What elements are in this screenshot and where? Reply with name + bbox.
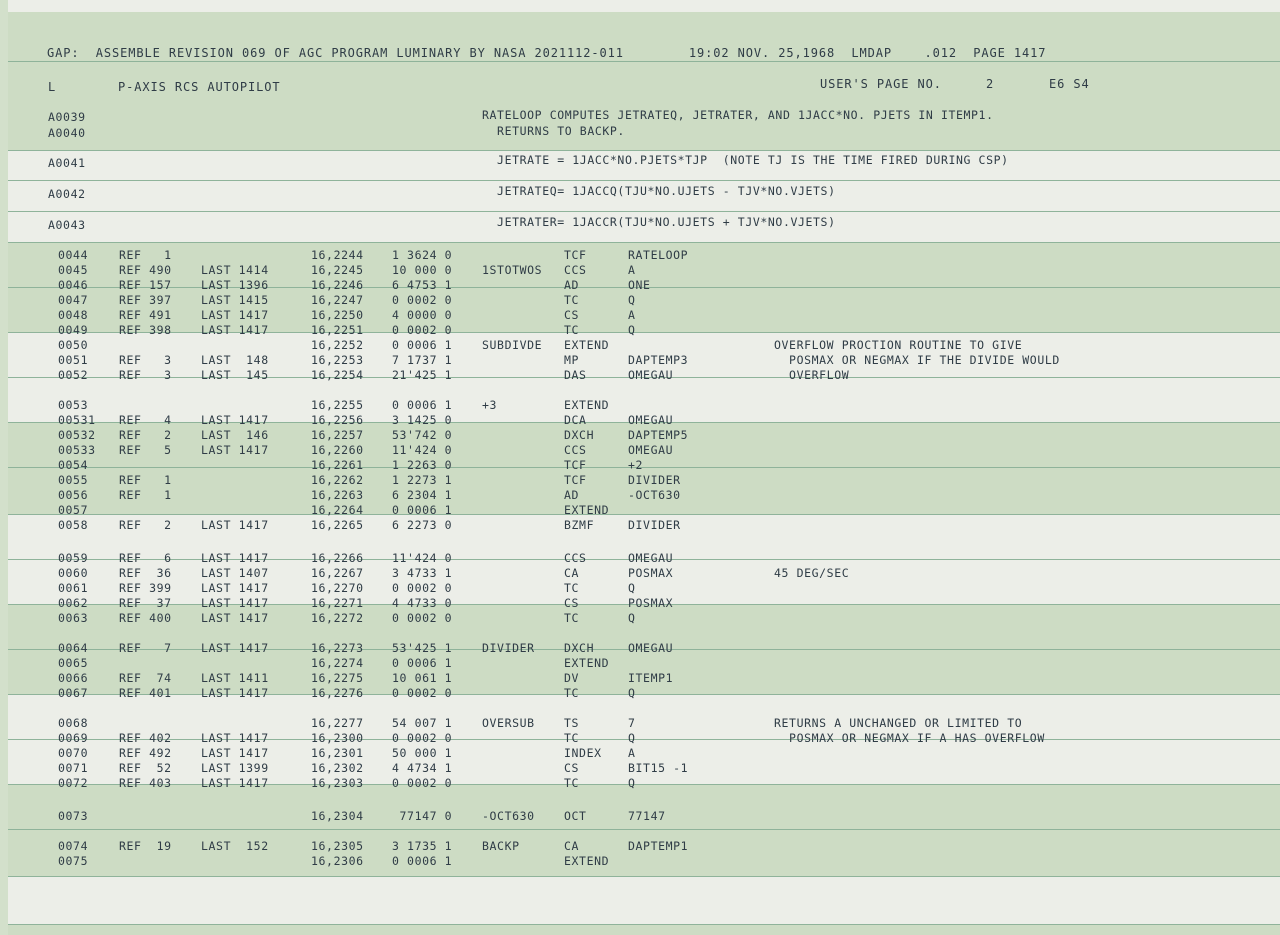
last-ref: LAST 1414 — [201, 263, 269, 277]
ref-count: REF 1 — [119, 248, 172, 262]
address: 16,2300 — [311, 731, 364, 745]
operand: POSMAX — [628, 566, 674, 580]
opcode: TC — [564, 776, 580, 790]
line-number: 0045 — [58, 263, 89, 277]
machine-word: 1 2263 0 — [392, 458, 453, 472]
machine-word: 0 0002 0 — [392, 581, 453, 595]
machine-word: 0 0006 1 — [392, 656, 453, 670]
ref-count: REF 2 — [119, 428, 172, 442]
address: 16,2253 — [311, 353, 364, 367]
line-number: 0050 — [58, 338, 89, 352]
machine-word: 0 0002 0 — [392, 293, 453, 307]
ref-count: REF 52 — [119, 761, 172, 775]
machine-word: 0 0002 0 — [392, 776, 453, 790]
opcode: TCF — [564, 458, 587, 472]
operand: Q — [628, 731, 636, 745]
operand: RATELOOP — [628, 248, 689, 262]
opcode: DV — [564, 671, 580, 685]
last-ref: LAST 1417 — [201, 551, 269, 565]
line-comment: RETURNS A UNCHANGED OR LIMITED TO — [774, 716, 1023, 730]
opcode: TC — [564, 611, 580, 625]
address: 16,2302 — [311, 761, 364, 775]
paper-band — [8, 876, 1280, 924]
last-ref: LAST 1417 — [201, 596, 269, 610]
machine-word: 11'424 0 — [392, 443, 453, 457]
address: 16,2261 — [311, 458, 364, 472]
address: 16,2272 — [311, 611, 364, 625]
last-ref: LAST 1417 — [201, 776, 269, 790]
machine-word: 1 2273 1 — [392, 473, 453, 487]
comment-line-id: A0043 — [48, 218, 86, 232]
last-ref: LAST 1417 — [201, 731, 269, 745]
operand: 77147 — [628, 809, 666, 823]
last-ref: LAST 1417 — [201, 641, 269, 655]
machine-word: 50 000 1 — [392, 746, 453, 760]
operand: -OCT630 — [628, 488, 681, 502]
machine-word: 53'425 1 — [392, 641, 453, 655]
address: 16,2246 — [311, 278, 364, 292]
machine-word: 3 1425 0 — [392, 413, 453, 427]
paper-band — [8, 0, 1280, 12]
operand: OMEGAU — [628, 641, 674, 655]
symbol-label: -OCT630 — [482, 809, 535, 823]
symbol-label: OVERSUB — [482, 716, 535, 730]
line-number: 0062 — [58, 596, 89, 610]
opcode: CS — [564, 596, 580, 610]
paper-band — [8, 924, 1280, 935]
line-number: 0053 — [58, 398, 89, 412]
ref-count: REF 3 — [119, 353, 172, 367]
last-ref: LAST 148 — [201, 353, 269, 367]
opcode: DXCH — [564, 428, 595, 442]
address: 16,2257 — [311, 428, 364, 442]
line-number: 0066 — [58, 671, 89, 685]
line-number: 0075 — [58, 854, 89, 868]
address: 16,2266 — [311, 551, 364, 565]
line-number: 0060 — [58, 566, 89, 580]
line-number: 0046 — [58, 278, 89, 292]
machine-word: 6 4753 1 — [392, 278, 453, 292]
operand: POSMAX — [628, 596, 674, 610]
opcode: TC — [564, 731, 580, 745]
line-number: 0044 — [58, 248, 89, 262]
ref-count: REF 490 — [119, 263, 172, 277]
ref-count: REF 19 — [119, 839, 172, 853]
ref-count: REF 399 — [119, 581, 172, 595]
line-comment: 45 DEG/SEC — [774, 566, 850, 580]
assembly-header-line: GAP: ASSEMBLE REVISION 069 OF AGC PROGRAM LUMINARY BY NASA 2021112-011 19:02 NOV. 25,1968 LMDAP .012 PAGE 1417 — [47, 46, 1047, 60]
machine-word: 6 2304 1 — [392, 488, 453, 502]
address: 16,2252 — [311, 338, 364, 352]
comment-line-text: JETRATEQ= 1JACCQ(TJU*NO.UJETS - TJV*NO.VJETS) — [482, 184, 836, 198]
address: 16,2306 — [311, 854, 364, 868]
symbol-label: DIVIDER — [482, 641, 535, 655]
opcode: EXTEND — [564, 656, 610, 670]
opcode: CS — [564, 308, 580, 322]
address: 16,2250 — [311, 308, 364, 322]
line-number: 0056 — [58, 488, 89, 502]
last-ref: LAST 145 — [201, 368, 269, 382]
line-comment: OVERFLOW — [774, 368, 850, 382]
opcode: EXTEND — [564, 854, 610, 868]
machine-word: 0 0002 0 — [392, 323, 453, 337]
users-page-label: USER'S PAGE NO. — [820, 77, 942, 91]
operand: DAPTEMP3 — [628, 353, 689, 367]
line-number: 0058 — [58, 518, 89, 532]
machine-word: 3 1735 1 — [392, 839, 453, 853]
operand: DIVIDER — [628, 473, 681, 487]
comment-line-id: A0042 — [48, 187, 86, 201]
last-ref: LAST 1417 — [201, 443, 269, 457]
operand: OMEGAU — [628, 551, 674, 565]
operand: OMEGAU — [628, 368, 674, 382]
address: 16,2247 — [311, 293, 364, 307]
ref-count: REF 74 — [119, 671, 172, 685]
opcode: TC — [564, 686, 580, 700]
last-ref: LAST 1417 — [201, 746, 269, 760]
line-number: 0059 — [58, 551, 89, 565]
line-number: 0048 — [58, 308, 89, 322]
address: 16,2263 — [311, 488, 364, 502]
address: 16,2244 — [311, 248, 364, 262]
opcode: CCS — [564, 551, 587, 565]
line-number: 00533 — [58, 443, 96, 457]
symbol-label: +3 — [482, 398, 498, 412]
line-number: 0051 — [58, 353, 89, 367]
comment-line-text: RATELOOP COMPUTES JETRATEQ, JETRATER, AND 1JACC*NO. PJETS IN ITEMP1. — [482, 108, 994, 122]
machine-word: 10 061 1 — [392, 671, 453, 685]
operand: A — [628, 308, 636, 322]
address: 16,2254 — [311, 368, 364, 382]
operand: 7 — [628, 716, 636, 730]
opcode: TC — [564, 581, 580, 595]
machine-word: 0 0006 1 — [392, 503, 453, 517]
address: 16,2301 — [311, 746, 364, 760]
last-ref: LAST 1417 — [201, 581, 269, 595]
ref-count: REF 37 — [119, 596, 172, 610]
machine-word: 1 3624 0 — [392, 248, 453, 262]
ref-count: REF 402 — [119, 731, 172, 745]
users-page-number: 2 — [986, 77, 995, 91]
comment-line-text: JETRATER= 1JACCR(TJU*NO.UJETS + TJV*NO.VJETS) — [482, 215, 836, 229]
ref-count: REF 36 — [119, 566, 172, 580]
ref-count: REF 1 — [119, 473, 172, 487]
machine-word: 4 0000 0 — [392, 308, 453, 322]
paper-band — [8, 784, 1280, 876]
address: 16,2277 — [311, 716, 364, 730]
opcode: AD — [564, 488, 580, 502]
last-ref: LAST 1415 — [201, 293, 269, 307]
comment-line-id: A0039 — [48, 110, 86, 124]
line-number: 00532 — [58, 428, 96, 442]
ref-count: REF 397 — [119, 293, 172, 307]
opcode: TC — [564, 293, 580, 307]
opcode: EXTEND — [564, 503, 610, 517]
address: 16,2270 — [311, 581, 364, 595]
ref-count: REF 403 — [119, 776, 172, 790]
operand: BIT15 -1 — [628, 761, 689, 775]
ref-count: REF 157 — [119, 278, 172, 292]
opcode: OCT — [564, 809, 587, 823]
last-ref: LAST 1417 — [201, 308, 269, 322]
ref-count: REF 5 — [119, 443, 172, 457]
ref-count: REF 7 — [119, 641, 172, 655]
operand: Q — [628, 581, 636, 595]
machine-word: 0 0006 1 — [392, 338, 453, 352]
line-number: 0068 — [58, 716, 89, 730]
last-ref: LAST 1417 — [201, 413, 269, 427]
line-number: 00531 — [58, 413, 96, 427]
ref-count: REF 401 — [119, 686, 172, 700]
operand: ITEMP1 — [628, 671, 674, 685]
last-ref: LAST 1417 — [201, 611, 269, 625]
line-number: 0073 — [58, 809, 89, 823]
opcode: TCF — [564, 248, 587, 262]
machine-word: 7 1737 1 — [392, 353, 453, 367]
operand: ONE — [628, 278, 651, 292]
opcode: CCS — [564, 443, 587, 457]
opcode: TC — [564, 323, 580, 337]
opcode: CA — [564, 566, 580, 580]
symbol-label: SUBDIVDE — [482, 338, 543, 352]
opcode: CCS — [564, 263, 587, 277]
line-number: 0064 — [58, 641, 89, 655]
address: 16,2275 — [311, 671, 364, 685]
opcode: EXTEND — [564, 398, 610, 412]
address: 16,2262 — [311, 473, 364, 487]
line-number: 0067 — [58, 686, 89, 700]
machine-word: 0 0006 1 — [392, 398, 453, 412]
address: 16,2305 — [311, 839, 364, 853]
machine-word: 10 000 0 — [392, 263, 453, 277]
last-ref: LAST 1396 — [201, 278, 269, 292]
operand: Q — [628, 293, 636, 307]
machine-word: 4 4734 1 — [392, 761, 453, 775]
address: 16,2273 — [311, 641, 364, 655]
operand: Q — [628, 686, 636, 700]
line-number: 0054 — [58, 458, 89, 472]
machine-word: 54 007 1 — [392, 716, 453, 730]
operand: Q — [628, 323, 636, 337]
ref-count: REF 492 — [119, 746, 172, 760]
machine-word: 6 2273 0 — [392, 518, 453, 532]
ref-count: REF 2 — [119, 518, 172, 532]
line-number: 0074 — [58, 839, 89, 853]
symbol-label: 1STOTWOS — [482, 263, 543, 277]
address: 16,2271 — [311, 596, 364, 610]
last-ref: LAST 1417 — [201, 686, 269, 700]
comment-line-text: JETRATE = 1JACC*NO.PJETS*TJP (NOTE TJ IS THE TIME FIRED DURING CSP) — [482, 153, 1009, 167]
last-ref: LAST 1411 — [201, 671, 269, 685]
operand: DAPTEMP5 — [628, 428, 689, 442]
comment-line-id: A0041 — [48, 156, 86, 170]
opcode: TCF — [564, 473, 587, 487]
last-ref: LAST 1417 — [201, 518, 269, 532]
comment-line-text: RETURNS TO BACKP. — [482, 124, 625, 138]
machine-word: 0 0002 0 — [392, 611, 453, 625]
address: 16,2255 — [311, 398, 364, 412]
opcode: INDEX — [564, 746, 602, 760]
last-ref: LAST 1417 — [201, 323, 269, 337]
line-comment: OVERFLOW PROCTION ROUTINE TO GIVE — [774, 338, 1023, 352]
operand: DIVIDER — [628, 518, 681, 532]
line-number: 0070 — [58, 746, 89, 760]
last-ref: LAST 1407 — [201, 566, 269, 580]
machine-word: 53'742 0 — [392, 428, 453, 442]
opcode: CA — [564, 839, 580, 853]
address: 16,2274 — [311, 656, 364, 670]
line-number: 0069 — [58, 731, 89, 745]
ref-count: REF 400 — [119, 611, 172, 625]
machine-word: 77147 0 — [392, 809, 453, 823]
line-comment: POSMAX OR NEGMAX IF A HAS OVERFLOW — [774, 731, 1045, 745]
ref-count: REF 398 — [119, 323, 172, 337]
address: 16,2267 — [311, 566, 364, 580]
line-number: 0061 — [58, 581, 89, 595]
line-number: 0055 — [58, 473, 89, 487]
address: 16,2303 — [311, 776, 364, 790]
operand: Q — [628, 776, 636, 790]
section-code: L — [48, 80, 57, 94]
line-number: 0072 — [58, 776, 89, 790]
line-number: 0065 — [58, 656, 89, 670]
ref-count: REF 4 — [119, 413, 172, 427]
address: 16,2256 — [311, 413, 364, 427]
line-number: 0071 — [58, 761, 89, 775]
machine-word: 4 4733 0 — [392, 596, 453, 610]
operand: OMEGAU — [628, 413, 674, 427]
comment-line-id: A0040 — [48, 126, 86, 140]
machine-word: 3 4733 1 — [392, 566, 453, 580]
opcode: DAS — [564, 368, 587, 382]
address: 16,2264 — [311, 503, 364, 517]
opcode: TS — [564, 716, 580, 730]
line-number: 0047 — [58, 293, 89, 307]
line-number: 0057 — [58, 503, 89, 517]
ref-count: REF 1 — [119, 488, 172, 502]
opcode: DCA — [564, 413, 587, 427]
operand: A — [628, 746, 636, 760]
address: 16,2304 — [311, 809, 364, 823]
operand: OMEGAU — [628, 443, 674, 457]
last-ref: LAST 1399 — [201, 761, 269, 775]
ref-count: REF 491 — [119, 308, 172, 322]
opcode: EXTEND — [564, 338, 610, 352]
opcode: CS — [564, 761, 580, 775]
line-number: 0052 — [58, 368, 89, 382]
line-number: 0063 — [58, 611, 89, 625]
address: 16,2260 — [311, 443, 364, 457]
symbol-label: BACKP — [482, 839, 520, 853]
ref-count: REF 6 — [119, 551, 172, 565]
opcode: AD — [564, 278, 580, 292]
last-ref: LAST 146 — [201, 428, 269, 442]
operand: DAPTEMP1 — [628, 839, 689, 853]
address: 16,2245 — [311, 263, 364, 277]
section-title: P-AXIS RCS AUTOPILOT — [118, 80, 281, 94]
machine-word: 0 0002 0 — [392, 731, 453, 745]
machine-word: 21'425 1 — [392, 368, 453, 382]
page-ref: E6 S4 — [1049, 77, 1090, 91]
ref-count: REF 3 — [119, 368, 172, 382]
machine-word: 0 0006 1 — [392, 854, 453, 868]
operand: +2 — [628, 458, 644, 472]
address: 16,2276 — [311, 686, 364, 700]
line-comment: POSMAX OR NEGMAX IF THE DIVIDE WOULD — [774, 353, 1060, 367]
opcode: BZMF — [564, 518, 595, 532]
last-ref: LAST 152 — [201, 839, 269, 853]
line-number: 0049 — [58, 323, 89, 337]
opcode: MP — [564, 353, 580, 367]
address: 16,2251 — [311, 323, 364, 337]
machine-word: 11'424 0 — [392, 551, 453, 565]
machine-word: 0 0002 0 — [392, 686, 453, 700]
operand: A — [628, 263, 636, 277]
operand: Q — [628, 611, 636, 625]
address: 16,2265 — [311, 518, 364, 532]
opcode: DXCH — [564, 641, 595, 655]
